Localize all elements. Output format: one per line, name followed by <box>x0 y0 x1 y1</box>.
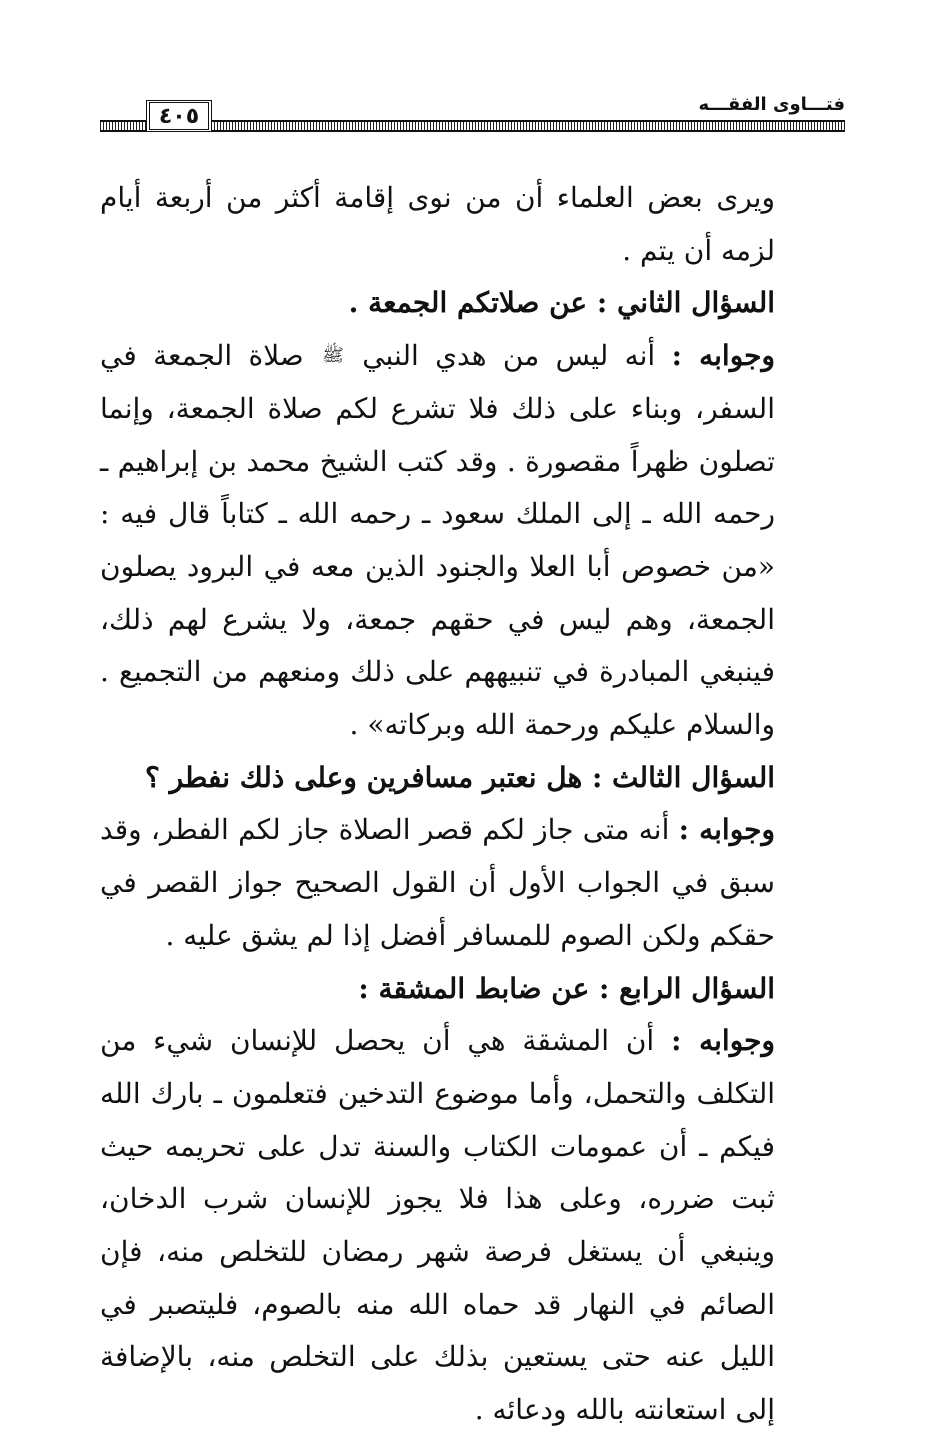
page-header <box>100 96 845 136</box>
answer-label: وجوابه : <box>678 813 775 847</box>
answer-4 <box>100 1015 845 1437</box>
paragraph-intro <box>100 172 845 277</box>
question-4: السؤال الرابع : عن ضابط المشقة : <box>358 971 775 1005</box>
answer-text: أن المشقة هي أن يحصل للإنسان شيء من التكلف والتحمل، وأما موضوع التدخين فتعلمون ـ بارك الله فيكم ـ أن عمومات الكتاب والسنة تدل على تحريمه حيث ثبت ضرره، وعلى هذا فلا يجوز للإنسان شرب الدخان، وينبغي أن يستغل فرصة شهر رمضان للتخلص منه، فإن الصائم في النهار قد حماه الله منه بالصوم، فليتصبر في الليل عنه حتى يستعين بذلك على التخلص منه، بالإضافة إلى استعانته بالله ودعائه . <box>100 1024 776 1427</box>
paragraph-text: ويرى بعض العلماء أن من نوى إقامة أكثر من أربعة أيام لزمه أن يتم . <box>100 181 775 267</box>
answer-text: أنه ليس من هدي النبي <box>345 339 672 373</box>
answer-label: وجوابه : <box>671 1024 775 1058</box>
answer-2 <box>100 330 845 752</box>
answer-label: وجوابه : <box>671 339 776 373</box>
question-2: السؤال الثاني : عن صلاتكم الجمعة . <box>348 286 775 320</box>
page-body <box>100 172 845 1437</box>
answer-3 <box>100 804 845 962</box>
honorific-symbol: ﷺ <box>322 345 344 367</box>
answer-text-continued: صلاة الجمعة في السفر، وبناء على ذلك فلا تشرع لكم صلاة الجمعة، وإنما تصلون ظهراً مقصورة . وقد كتب الشيخ محمد بن إبراهيم ـ رحمه الله ـ إلى الملك سعود ـ رحمه الله ـ كتاباً قال فيه : «من خصوص أبا العلا والجنود الذين معه في البرود يصلون الجمعة، وهم ليس في حقهم جمعة، ولا يشرع لهم ذلك، فينبغي المبادرة في تنبيههم على ذلك ومنعهم من التجميع . والسلام عليكم ورحمة الله وبركاته» . <box>100 339 775 742</box>
question-3: السؤال الثالث : هل نعتبر مسافرين وعلى ذلك نفطر ؟ <box>145 760 775 794</box>
answer-text: أنه متى جاز لكم قصر الصلاة جاز لكم الفطر، وقد سبق في الجواب الأول أن القول الصحيح جواز القصر في حقكم ولكن الصوم للمسافر أفضل إذا لم يشق عليه . <box>100 813 775 952</box>
page-number: ٤٠٥ <box>146 100 212 132</box>
running-title: فتـــاوى الفقـــه <box>688 94 845 115</box>
